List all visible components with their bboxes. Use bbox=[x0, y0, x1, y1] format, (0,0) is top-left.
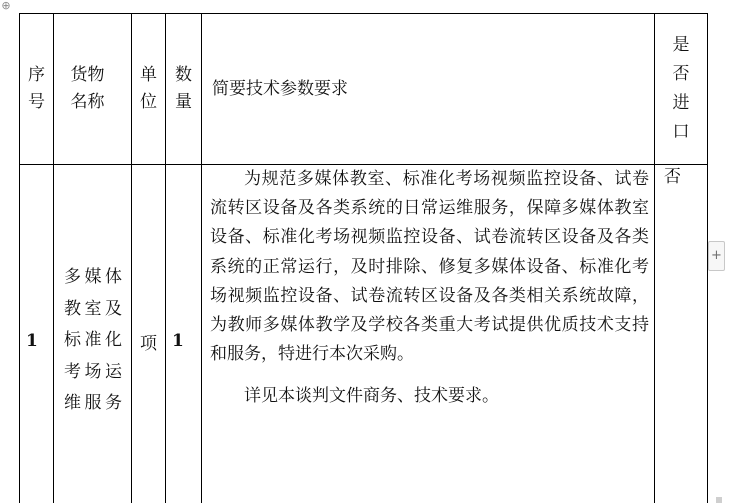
row-unit: 项 bbox=[140, 333, 157, 354]
row-name-cell bbox=[54, 165, 132, 503]
row-qty-cell bbox=[166, 165, 202, 503]
header-seq-label: 序号 bbox=[28, 65, 45, 112]
resize-handle[interactable] bbox=[716, 497, 722, 503]
header-requirements-label: 简要技术参数要求 bbox=[212, 78, 348, 99]
header-imported-label: 是否进口 bbox=[672, 35, 690, 142]
header-qty-label: 数量 bbox=[175, 65, 192, 112]
header-unit-label: 单位 bbox=[140, 65, 157, 112]
header-imported bbox=[655, 14, 708, 165]
table-header-row bbox=[20, 14, 708, 165]
row-requirements-cell bbox=[202, 165, 655, 503]
row-seq-cell bbox=[20, 165, 54, 503]
row-unit-cell bbox=[132, 165, 166, 503]
requirements-paragraph-2: 详见本谈判文件商务、技术要求。 bbox=[244, 386, 499, 407]
header-name-label: 货物名称 bbox=[70, 65, 105, 112]
requirements-paragraph-1: 为规范多媒体教室、标准化考场视频监控设备、试卷流转区设备及各类系统的日常运维服务，保障多媒体教室设备、标准化考场视频监控设备、试卷流转区设备及各类系统的正常运行，及时排除、修复多媒体设备、标准化考场视频监控设备、试卷流转区设备及各类相关系统故障，为教师多媒体教学及学校各类重大考试提供优质技术支持和服务，特进行本次采购。 bbox=[210, 169, 649, 365]
row-name: 多媒体教室及标准化考场运维服务 bbox=[64, 267, 122, 414]
row-seq: 1 bbox=[26, 331, 38, 351]
header-qty bbox=[166, 14, 202, 165]
row-qty: 1 bbox=[172, 331, 184, 351]
table-move-handle-icon[interactable]: ⊕ bbox=[1, 0, 11, 12]
plus-icon[interactable]: + bbox=[708, 241, 725, 271]
header-requirements bbox=[202, 14, 655, 165]
row-imported-cell bbox=[655, 165, 708, 503]
procurement-table bbox=[19, 13, 708, 503]
header-unit bbox=[132, 14, 166, 165]
header-name bbox=[54, 14, 132, 165]
header-seq bbox=[20, 14, 54, 165]
table-row bbox=[20, 165, 708, 503]
row-imported: 否 bbox=[664, 167, 681, 187]
